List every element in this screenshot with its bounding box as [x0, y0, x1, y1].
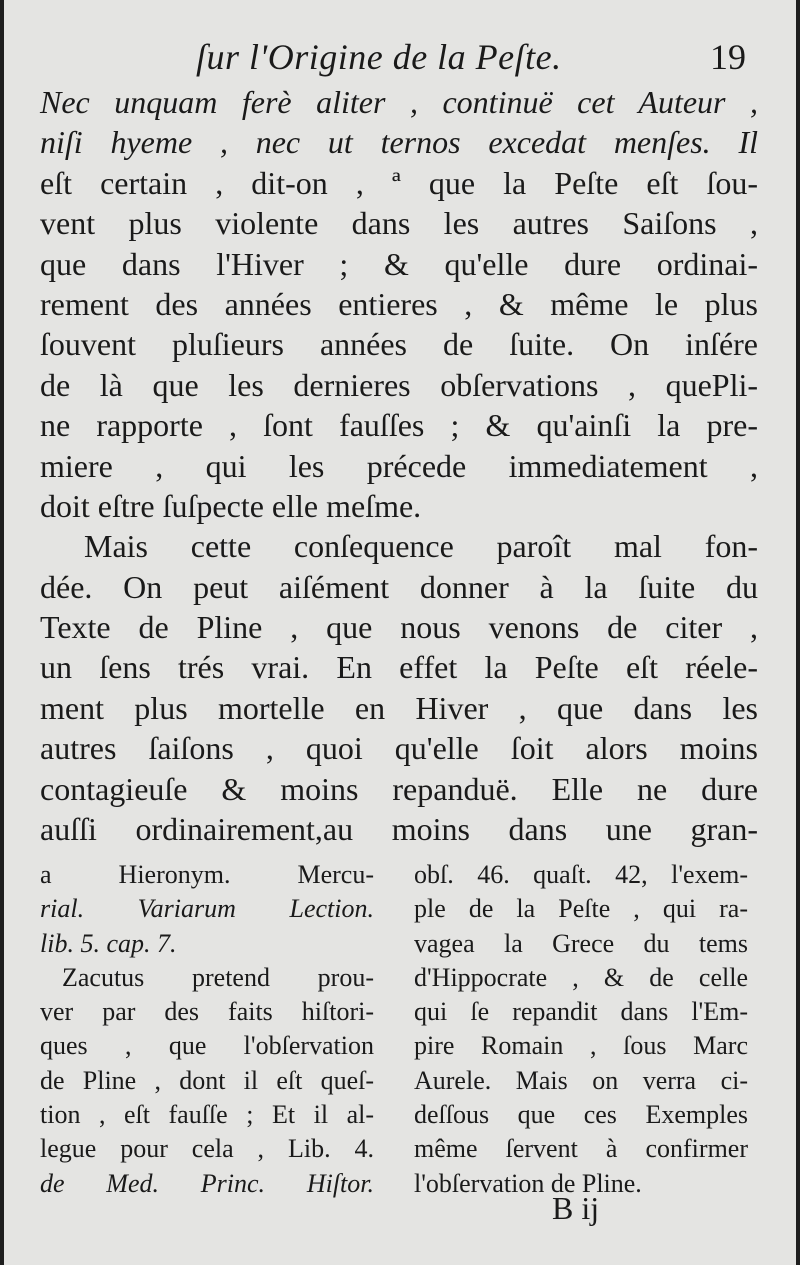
footnote-line: obſ. 46. quaſt. 42, l'exem-	[414, 860, 748, 889]
footnote-line: même ſervent à confirmer	[414, 1134, 748, 1164]
main-text	[40, 82, 758, 849]
footnote-line: legue pour cela , Lib. 4.	[40, 1134, 374, 1164]
running-title: ſur l'Origine de la Peſte.	[196, 37, 562, 77]
footnote-column-right	[414, 858, 748, 1201]
text-line: Mais cette conſequence paroît mal fon-	[84, 528, 758, 565]
text-line: un ſens trés vrai. En effet la Peſte eſt réele-	[40, 649, 758, 686]
text-line: Texte de Pline , que nous venons de citer ,	[40, 609, 758, 646]
page-number: 19	[710, 37, 746, 77]
text-line: Nec unquam ferè aliter , continuë cet Auteur ,	[40, 84, 758, 120]
footnote-line: lib. 5. cap. 7.	[40, 928, 177, 958]
text-line: vent plus violente dans les autres Saiſons ,	[40, 205, 758, 242]
footnote-line: a Hieronym. Mercu-	[40, 860, 374, 889]
footnote-line: ques , que l'obſervation	[40, 1031, 374, 1061]
text-line: de là que les dernieres obſervations , quePli-	[40, 366, 758, 403]
footnote-line: de Med. Princ. Hiſtor.	[40, 1168, 374, 1198]
footnote-line: vagea la Grece du tems	[414, 928, 748, 958]
text-line: eſt certain , dit-on , ª que la Peſte eſt ſou-	[40, 164, 758, 201]
text-line: auſſi ordinairement,au moins dans une gran-	[40, 811, 758, 848]
text-line: ſouvent pluſieurs années de ſuite. On inſére	[40, 326, 758, 363]
text-line: contagieuſe & moins repanduë. Elle ne dure	[40, 770, 758, 807]
text-line: que dans l'Hiver ; & qu'elle dure ordinai-	[40, 245, 758, 282]
footnote-line: tion , eſt fauſſe ; Et il al-	[40, 1100, 374, 1130]
text-line: ment plus mortelle en Hiver , que dans les	[40, 689, 758, 726]
footnote-line: qui ſe repandit dans l'Em-	[414, 997, 748, 1027]
signature-mark: B ij	[552, 1190, 600, 1226]
footnote-line: ple de la Peſte , qui ra-	[414, 894, 748, 924]
footnote-line: deſſous que ces Exemples	[414, 1100, 748, 1130]
footnote-column-left	[40, 858, 374, 1201]
text-line: niſi hyeme , nec ut ternos excedat menſes. Il	[40, 124, 758, 161]
book-page	[4, 0, 796, 1265]
text-line: doit eſtre ſuſpecte elle meſme.	[40, 487, 422, 524]
text-line: miere , qui les précede immediatement ,	[40, 447, 758, 484]
footnote-line: l'obſervation de Pline.	[414, 1168, 642, 1198]
footnote-line: de Pline , dont il eſt queſ-	[40, 1065, 374, 1095]
text-line: ne rapporte , ſont fauſſes ; & qu'ainſi la pre-	[40, 407, 758, 444]
footnote-line: Aurele. Mais on verra ci-	[414, 1065, 748, 1095]
text-line: dée. On peut aiſément donner à la ſuite du	[40, 568, 758, 605]
footnote-line: rial. Variarum Lection.	[40, 894, 374, 924]
text-line: autres ſaiſons , quoi qu'elle ſoit alors moins	[40, 730, 758, 767]
text-line: rement des années entieres , & même le plus	[40, 285, 758, 322]
footnote-line: d'Hippocrate , & de celle	[414, 962, 748, 992]
footnote-line: Zacutus pretend prou-	[62, 962, 374, 992]
page-header	[4, 30, 796, 80]
footnote-line: ver par des faits hiſtori-	[40, 997, 374, 1027]
footnote-line: pire Romain , ſous Marc	[414, 1031, 748, 1061]
